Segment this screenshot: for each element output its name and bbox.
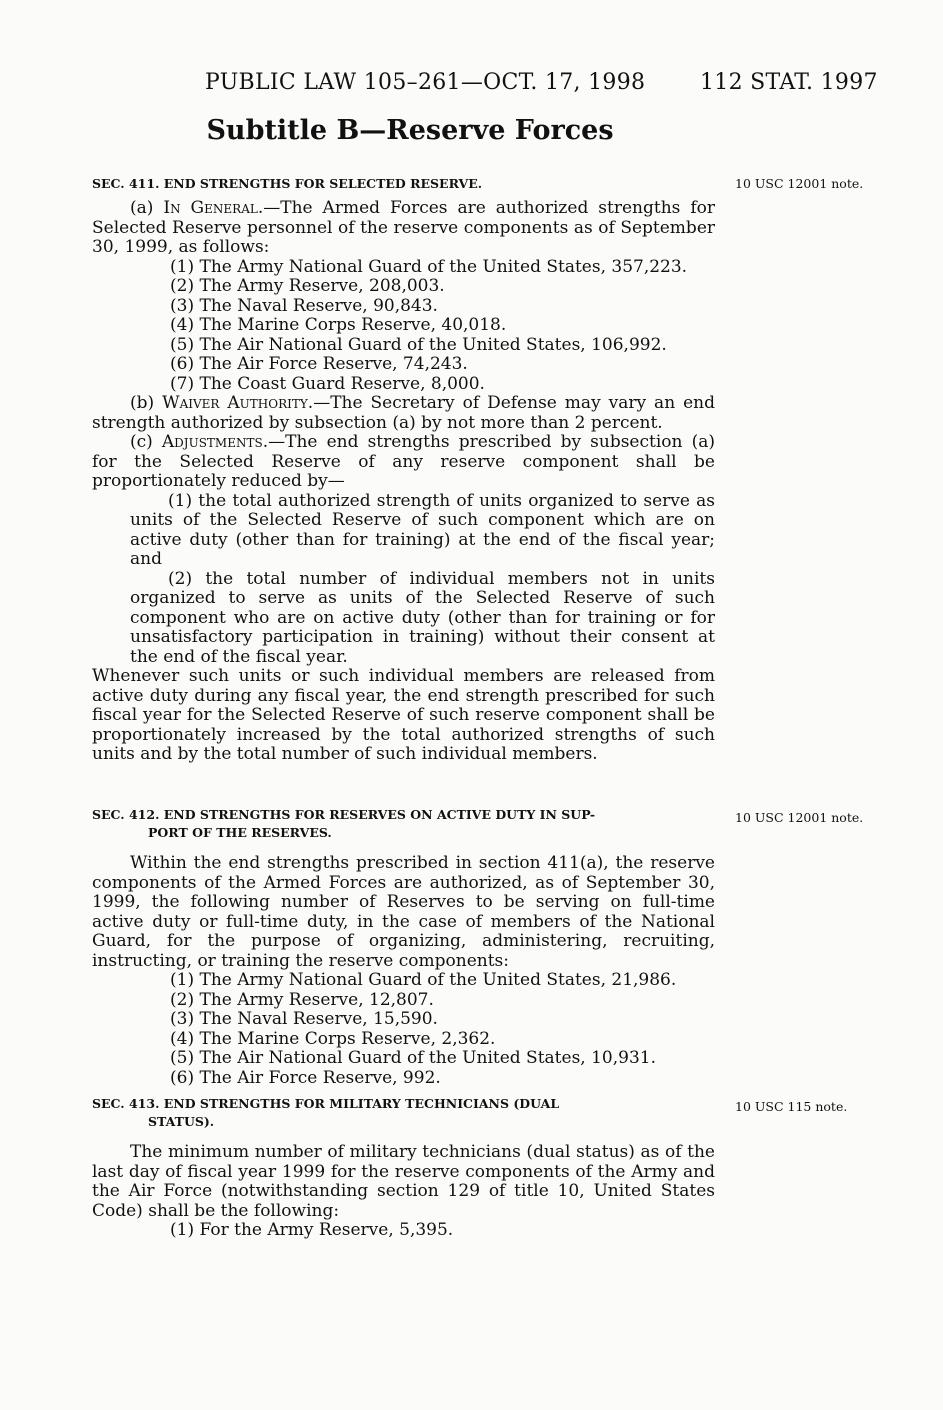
sec411-subsection-a [92, 199, 715, 258]
list-item: (3) The Naval Reserve, 15,590. [170, 1009, 438, 1029]
sec411-whenever: Whenever such units or such individual members are released from active duty during any fiscal year, the end strength prescribed for such fiscal year for the Selected Reserve of such reserve component shall be proportionately increased by the total authorized strengths of such units and by the total number of such individual members. [92, 666, 715, 764]
sec411-body [92, 175, 715, 765]
sec412-text: Within the end strengths prescribed in section 411(a), the reserve components of the Armed Forces are authorized, as of September 30, 1999, the following number of Reserves to be serving on full-time active duty or full-time duty, in the case of members of the National Guard, for the purpose of organizing, administering, recruiting, instructing, or training the reserve components: [92, 853, 715, 971]
list-item: (1) For the Army Reserve, 5,395. [170, 1220, 454, 1240]
sec411-c-head: Adjustments. [161, 432, 269, 452]
sec411-margin-note: 10 USC 12001 note. [735, 176, 864, 191]
sec411-b-prefix: (b) [130, 393, 163, 413]
sec411-c2: (2) the total number of individual members not in units organized to serve as units of the Selected Reserve of such component who are on active duty (other than for training or for unsatisfactory participation in training) without their consent at the end of the fiscal year. [130, 568, 715, 667]
running-header-stat: 112 STAT. 1997 [700, 70, 878, 95]
list-item: (2) The Army Reserve, 208,003. [170, 276, 445, 296]
sec411-subsection-c [92, 433, 715, 492]
sec411-c-text: —The end strengths prescribed by subsection (a) for the Selected Reserve of any reserve component shall be proportionately reduced by— [92, 432, 715, 491]
sec412-items [92, 971, 715, 1088]
sec413-text: The minimum number of military technicians (dual status) as of the last day of fiscal year 1999 for the reserve components of the Army and the Air Force (notwithstanding section 129 of title 10, United States Code) shall be the following: [92, 1142, 715, 1221]
list-item: (4) The Marine Corps Reserve, 2,362. [170, 1028, 496, 1049]
sec411-c1: (1) the total authorized strength of units organized to serve as units of the Selected Reserve of such component which are on active duty (other than for training) at the end of the fiscal year; and [130, 490, 715, 569]
list-item: (6) The Air Force Reserve, 74,243. [170, 354, 468, 374]
sec413-heading [92, 1095, 715, 1131]
sec412-heading-line2: PORT OF THE RESERVES. [148, 825, 332, 840]
sec411-a-prefix: (a) [130, 198, 164, 218]
sec412-heading-line1: SEC. 412. END STRENGTHS FOR RESERVES ON ACTIVE DUTY IN SUP- [92, 807, 596, 822]
list-item: (5) The Air National Guard of the United States, 106,992. [170, 334, 667, 355]
list-item: (1) The Army National Guard of the United States, 357,223. [170, 256, 688, 277]
sec413-items [92, 1221, 715, 1241]
sec411-b-head: Waiver Authority. [162, 393, 314, 413]
list-item: (2) The Army Reserve, 12,807. [170, 989, 434, 1010]
sec412-heading [92, 806, 715, 842]
sec411-heading: SEC. 411. END STRENGTHS FOR SELECTED RESERVE. [92, 176, 483, 191]
sec413-margin-note: 10 USC 115 note. [735, 1099, 848, 1114]
sec411-subsection-b [92, 394, 715, 433]
list-item: (4) The Marine Corps Reserve, 40,018. [170, 315, 507, 335]
sec411-a-text: —The Armed Forces are authorized strengths for Selected Reserve personnel of the reserve components as of September 30, 1999, as follows: [92, 198, 715, 257]
sec412-body [92, 806, 715, 1088]
sec413-heading-line2: STATUS). [148, 1114, 215, 1129]
list-item: (7) The Coast Guard Reserve, 8,000. [170, 373, 485, 394]
running-header-law: PUBLIC LAW 105–261—OCT. 17, 1998 [205, 70, 646, 95]
sec411-a-head: In General. [163, 198, 264, 218]
sec411-c-prefix: (c) [130, 432, 162, 452]
sec413-body [92, 1095, 715, 1241]
sec413-heading-line1: SEC. 413. END STRENGTHS FOR MILITARY TECHNICIANS (DUAL [92, 1096, 560, 1111]
list-item: (3) The Naval Reserve, 90,843. [170, 295, 438, 316]
list-item: (6) The Air Force Reserve, 992. [170, 1067, 441, 1088]
subtitle-heading: Subtitle B—Reserve Forces [206, 115, 614, 146]
list-item: (5) The Air National Guard of the United States, 10,931. [170, 1048, 656, 1068]
sec411-items [92, 258, 715, 395]
sec411-b-text: —The Secretary of Defense may vary an end strength authorized by subsection (a) by not more than 2 percent. [92, 393, 715, 433]
list-item: (1) The Army National Guard of the United States, 21,986. [170, 970, 677, 990]
sec412-margin-note: 10 USC 12001 note. [735, 810, 864, 825]
